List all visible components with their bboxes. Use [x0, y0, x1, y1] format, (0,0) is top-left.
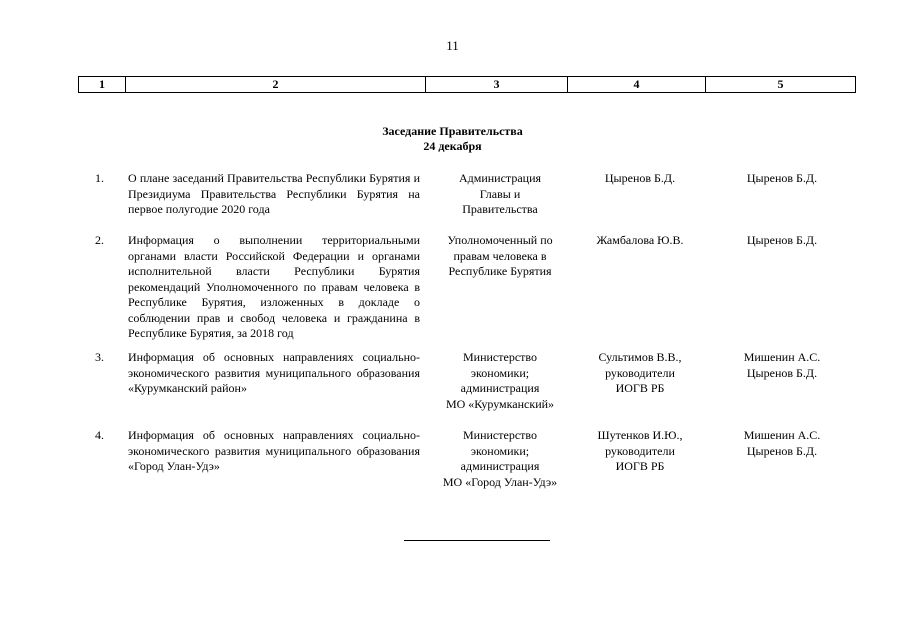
end-divider-line	[404, 540, 550, 541]
item-description: Информация об основных направлениях социально-экономического развития муниципального образования «Город Улан-Удэ»	[128, 428, 420, 473]
item-rapporteur: Сультимов В.В., руководители ИОГВ РБ	[598, 350, 682, 395]
item-supervisor: Мишенин А.С. Цыренов Б.Д.	[743, 428, 821, 458]
item-responsible-org: Администрация Главы и Правительства	[458, 171, 542, 216]
item-responsible-org: Министерство экономики; администрация МО «Курумканский»	[445, 350, 555, 411]
item-number: 3.	[95, 350, 104, 364]
column-header-5: 5	[706, 77, 856, 93]
page-number: 11	[446, 38, 459, 53]
item-supervisor: Цыренов Б.Д.	[746, 233, 818, 247]
item-supervisor: Цыренов Б.Д.	[746, 171, 818, 185]
item-number: 4.	[95, 428, 104, 442]
item-description: Информация об основных направлениях социально-экономического развития муниципального образования «Курумканский район»	[128, 350, 420, 395]
column-header-table	[78, 76, 856, 93]
item-supervisor: Мишенин А.С. Цыренов Б.Д.	[743, 350, 821, 380]
item-responsible-org: Министерство экономики; администрация МО «Город Улан-Удэ»	[442, 428, 558, 489]
item-description: Информация о выполнении территориальными органами власти Российской Федерации и органами исполнительной власти Республики Бурятия рекомендаций Уполномоченного по правам человека в Республике Бурятия, изложенных в докладе о соблюдении прав и свобод человека и гражданина в Республике Бурятия, за 2018 год	[128, 233, 420, 340]
column-header-3: 3	[426, 77, 568, 93]
item-rapporteur: Жамбалова Ю.В.	[596, 233, 684, 247]
item-number: 2.	[95, 233, 104, 247]
item-description: О плане заседаний Правительства Республики Бурятия и Президиума Правительства Республики Бурятия на первое полугодие 2020 года	[128, 171, 420, 216]
item-number: 1.	[95, 171, 104, 185]
item-rapporteur: Шутенков И.Ю., руководители ИОГВ РБ	[597, 428, 683, 473]
column-header-4: 4	[568, 77, 706, 93]
column-header-row	[79, 77, 856, 93]
section-title: Заседание Правительства	[382, 124, 523, 138]
item-rapporteur: Цыренов Б.Д.	[604, 171, 676, 185]
item-responsible-org: Уполномоченный по правам человека в Республике Бурятия	[447, 233, 553, 278]
section-date: 24 декабря	[423, 139, 482, 153]
column-header-2: 2	[126, 77, 426, 93]
column-header-1: 1	[79, 77, 126, 93]
